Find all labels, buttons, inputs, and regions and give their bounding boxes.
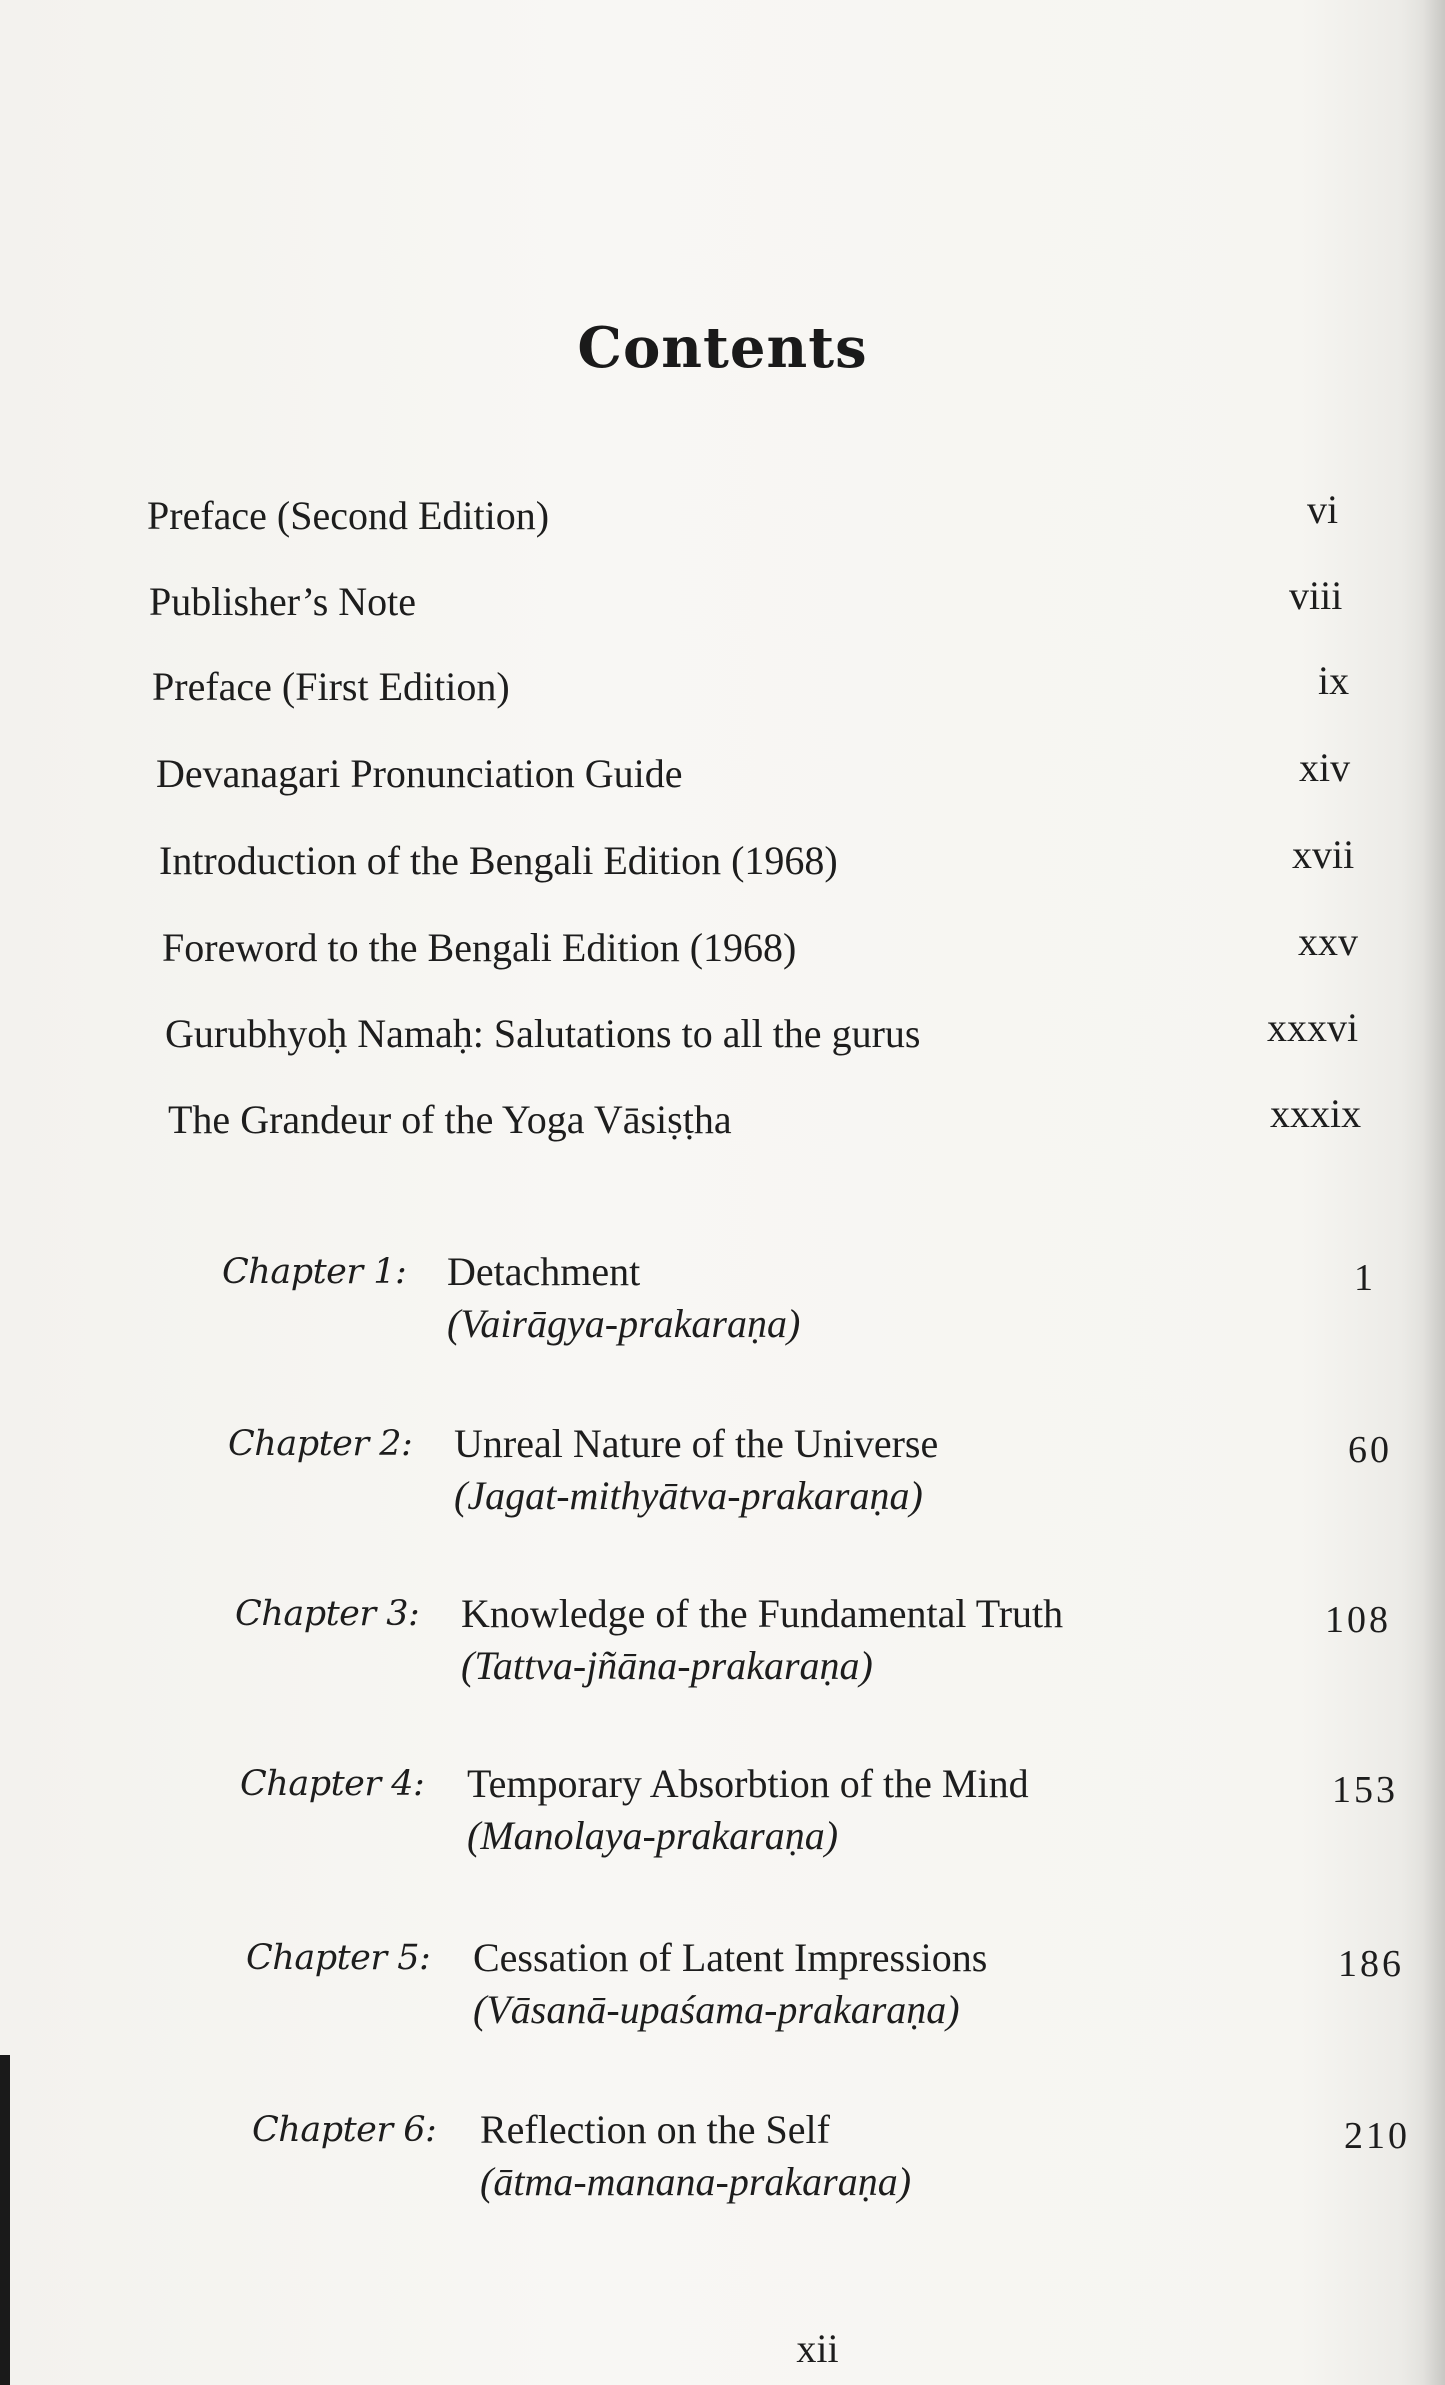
toc-entry-gurubhyoh-namah: [165, 1005, 1365, 1080]
toc-chapter-2: [228, 1420, 1392, 1530]
page-number-footer: xii: [796, 2326, 839, 2371]
toc-entry-page: xxv: [1298, 919, 1358, 964]
toc-entry-foreword-bengali: [162, 919, 1362, 994]
toc-chapter-1: [222, 1248, 1382, 1358]
chapter-subtitle: (Manolaya-prakaraṇa): [467, 1813, 839, 1858]
chapter-label: Chapter 3:: [235, 1594, 420, 1634]
toc-entry-title: Foreword to the Bengali Edition (1968): [162, 925, 797, 970]
toc-entry-title: Introduction of the Bengali Edition (1968): [159, 838, 838, 883]
chapter-subtitle: (Jagat-mithyātva-prakaraṇa): [454, 1473, 923, 1518]
chapter-label: Chapter 5:: [246, 1938, 431, 1978]
chapter-title: Temporary Absorbtion of the Mind: [467, 1761, 1029, 1806]
toc-entry-page: xxxvi: [1267, 1005, 1359, 1050]
chapter-title: Unreal Nature of the Universe: [454, 1421, 939, 1466]
chapter-subtitle: (ātma-manana-prakaraṇa): [480, 2159, 912, 2204]
toc-entry-title: Preface (First Edition): [152, 664, 510, 709]
toc-entry-page: xxxix: [1270, 1091, 1362, 1136]
chapter-page: 1: [1354, 1257, 1376, 1299]
toc-entry-title: The Grandeur of the Yoga Vāsiṣṭha: [168, 1097, 732, 1142]
chapter-page: 60: [1348, 1429, 1392, 1471]
toc-chapter-3: [235, 1590, 1395, 1700]
chapter-page: 108: [1325, 1599, 1391, 1641]
toc-entry-pronunciation-guide: [156, 745, 1356, 820]
page-title: Contents: [577, 315, 868, 381]
toc-chapter-4: [240, 1760, 1400, 1870]
chapter-label: Chapter 4:: [240, 1764, 425, 1804]
toc-entry-title: Preface (Second Edition): [147, 493, 550, 538]
toc-entry-page: vi: [1307, 487, 1339, 532]
chapter-page: 210: [1344, 2115, 1410, 2157]
toc-entry-grandeur-yoga-vasistha: [168, 1091, 1368, 1166]
chapter-subtitle: (Vāsanā-upaśama-prakaraṇa): [473, 1987, 960, 2032]
chapter-title: Detachment: [447, 1249, 641, 1294]
chapter-subtitle: (Vairāgya-prakaraṇa): [447, 1301, 801, 1346]
chapter-title: Cessation of Latent Impressions: [473, 1935, 988, 1980]
toc-entry-title: Gurubhyoḥ Namaḥ: Salutations to all the gurus: [165, 1011, 921, 1056]
toc-entry-introduction-bengali: [159, 832, 1359, 907]
toc-entry-title: Devanagari Pronunciation Guide: [156, 751, 683, 796]
chapter-label: Chapter 2:: [228, 1424, 413, 1464]
chapter-page: 153: [1332, 1769, 1398, 1811]
toc-entry-page: xvii: [1292, 832, 1355, 877]
chapter-page: 186: [1338, 1943, 1404, 1985]
chapter-label: Chapter 1:: [222, 1252, 407, 1292]
toc-entry-preface-second-edition: [147, 487, 1347, 562]
chapter-subtitle: (Tattva-jñāna-prakaraṇa): [461, 1643, 873, 1688]
chapter-title: Knowledge of the Fundamental Truth: [461, 1591, 1064, 1636]
toc-entry-page: ix: [1318, 658, 1350, 703]
chapter-title: Reflection on the Self: [480, 2107, 830, 2152]
chapter-label: Chapter 6:: [252, 2110, 437, 2150]
toc-entry-page: viii: [1289, 573, 1343, 618]
toc-entry-title: Publisher’s Note: [149, 579, 417, 624]
toc-entry-page: xiv: [1299, 745, 1351, 790]
toc-entry-publishers-note: [149, 573, 1349, 648]
toc-chapter-5: [246, 1934, 1406, 2044]
toc-chapter-6: [252, 2106, 1412, 2216]
toc-entry-preface-first-edition: [152, 658, 1352, 733]
